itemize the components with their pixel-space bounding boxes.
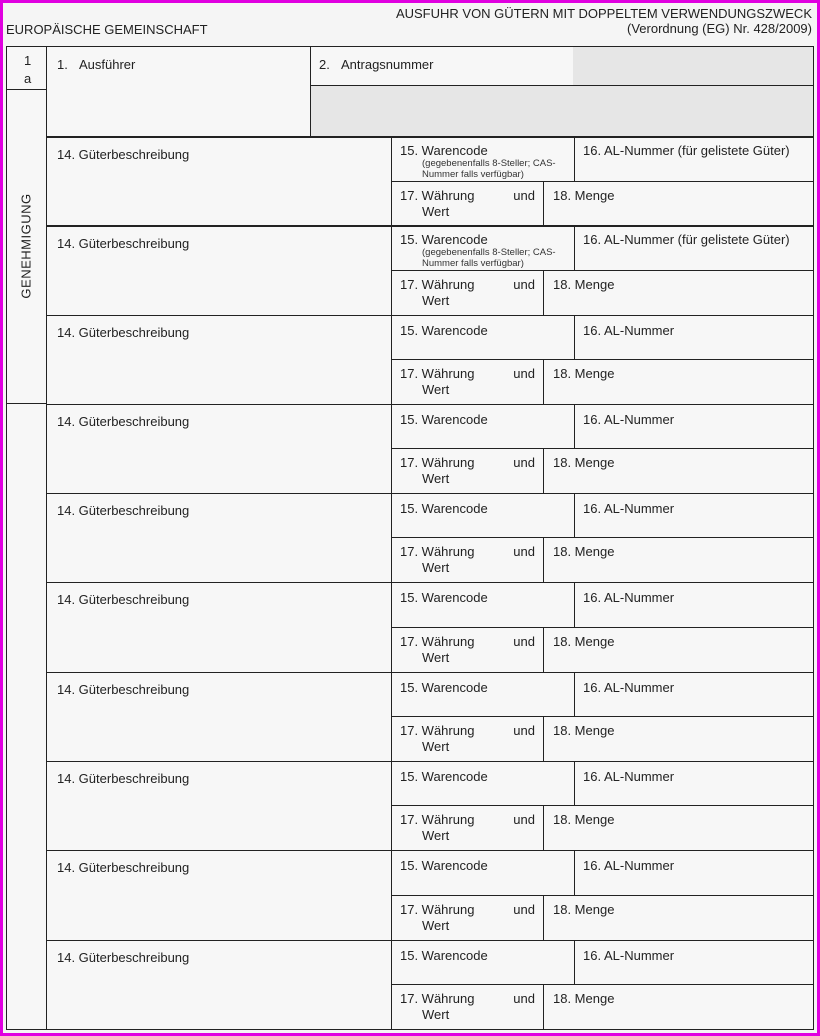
quantity-field[interactable] [543,627,814,673]
currency-value-word: Wert [422,560,450,575]
goods-description-field[interactable] [46,582,392,673]
goods-description-field[interactable] [46,761,392,851]
quantity-label: 18. Menge [553,455,615,470]
commodity-code-note-2: Nummer falls verfügbar) [422,169,524,180]
al-number-field[interactable] [574,493,814,538]
form-title: AUSFUHR VON GÜTERN MIT DOPPELTEM VERWENDUNGSZWECK [395,6,812,21]
commodity-code-label: 15. Warencode [400,769,488,784]
al-number-label: 16. AL-Nummer [583,412,675,427]
commodity-code-label: 15. Warencode [400,858,488,873]
currency-value-word: Wert [422,204,450,219]
al-number-label: 16. AL-Nummer (für gelistete Güter) [583,232,790,247]
exporter-number: 1. [57,57,68,72]
currency-und: und [513,812,535,827]
al-number-field[interactable] [574,761,814,806]
currency-und: und [513,188,535,203]
currency-label: 17. Währung [400,902,475,917]
quantity-field[interactable] [543,895,814,941]
al-number-field[interactable] [574,940,814,985]
commodity-code-note-1: (gegebenenfalls 8-Steller; CAS- [422,247,556,258]
official-use-area [573,46,814,86]
al-number-label: 16. AL-Nummer [583,323,675,338]
al-number-field[interactable] [574,137,814,182]
goods-description-label: 14. Güterbeschreibung [57,592,190,607]
commodity-code-label: 15. Warencode [400,323,488,338]
currency-label: 17. Währung [400,544,475,559]
commodity-code-label: 15. Warencode [400,590,488,605]
currency-value-word: Wert [422,828,450,843]
genehmigung-label: GENEHMIGUNG [18,193,34,299]
currency-value-word: Wert [422,471,450,486]
commodity-code-label: 15. Warencode [400,501,488,516]
al-number-label: 16. AL-Nummer [583,769,675,784]
currency-und: und [513,634,535,649]
al-number-label: 16. AL-Nummer [583,680,675,695]
quantity-field[interactable] [543,359,814,405]
commodity-code-field[interactable] [391,582,575,628]
al-number-label: 16. AL-Nummer [583,501,675,516]
commodity-code-label: 15. Warencode [400,412,488,427]
goods-description-field[interactable] [46,137,392,226]
goods-description-field[interactable] [46,850,392,941]
currency-label: 17. Währung [400,366,475,381]
commodity-code-field[interactable] [391,404,575,449]
quantity-field[interactable] [543,270,814,316]
commodity-code-field[interactable] [391,315,575,360]
al-number-field[interactable] [574,404,814,449]
currency-label: 17. Währung [400,277,475,292]
currency-value-field[interactable] [391,359,544,405]
goods-description-field[interactable] [46,940,392,1030]
al-number-label: 16. AL-Nummer [583,948,675,963]
currency-und: und [513,544,535,559]
currency-label: 17. Währung [400,188,475,203]
quantity-label: 18. Menge [553,634,615,649]
quantity-label: 18. Menge [553,991,615,1006]
currency-value-field[interactable] [391,270,544,316]
currency-label: 17. Währung [400,723,475,738]
goods-description-label: 14. Güterbeschreibung [57,682,190,697]
commodity-code-field[interactable] [391,850,575,896]
goods-description-label: 14. Güterbeschreibung [57,325,190,340]
quantity-field[interactable] [543,984,814,1030]
official-use-area-lower [310,85,814,137]
application-number-label: Antragsnummer [341,57,434,72]
currency-label: 17. Währung [400,812,475,827]
exporter-field[interactable] [46,46,311,137]
al-number-field[interactable] [574,672,814,717]
currency-value-field[interactable] [391,448,544,494]
regulation-reference: (Verordnung (EG) Nr. 428/2009) [627,21,812,36]
quantity-label: 18. Menge [553,544,615,559]
al-number-label: 16. AL-Nummer [583,590,675,605]
goods-description-label: 14. Güterbeschreibung [57,860,190,875]
currency-value-field[interactable] [391,984,544,1030]
currency-value-word: Wert [422,918,450,933]
goods-description-field[interactable] [46,404,392,494]
currency-value-word: Wert [422,293,450,308]
commodity-code-label: 15. Warencode [400,232,488,247]
currency-value-field[interactable] [391,627,544,673]
quantity-field[interactable] [543,448,814,494]
community-label: EUROPÄISCHE GEMEINSCHAFT [6,22,208,37]
commodity-code-field[interactable] [391,761,575,806]
goods-description-field[interactable] [46,226,392,316]
quantity-field[interactable] [543,716,814,762]
currency-value-word: Wert [422,739,450,754]
currency-value-field[interactable] [391,716,544,762]
quantity-field[interactable] [543,805,814,851]
currency-value-field[interactable] [391,537,544,583]
currency-value-field[interactable] [391,805,544,851]
goods-description-field[interactable] [46,672,392,762]
currency-value-field[interactable] [391,181,544,226]
quantity-label: 18. Menge [553,277,615,292]
quantity-label: 18. Menge [553,812,615,827]
currency-label: 17. Währung [400,455,475,470]
quantity-label: 18. Menge [553,902,615,917]
form-header [396,6,812,36]
application-number-field[interactable] [310,46,574,86]
commodity-code-label: 15. Warencode [400,680,488,695]
currency-value-word: Wert [422,382,450,397]
quantity-label: 18. Menge [553,723,615,738]
currency-und: und [513,902,535,917]
goods-description-label: 14. Güterbeschreibung [57,950,190,965]
exporter-label: Ausführer [79,57,136,72]
commodity-code-field[interactable] [391,672,575,717]
quantity-label: 18. Menge [553,188,615,203]
goods-description-label: 14. Güterbeschreibung [57,147,190,162]
al-number-label: 16. AL-Nummer (für gelistete Güter) [583,143,790,158]
goods-description-label: 14. Güterbeschreibung [57,236,190,251]
al-number-label: 16. AL-Nummer [583,858,675,873]
commodity-code-field[interactable] [391,940,575,985]
commodity-code-note-1: (gegebenenfalls 8-Steller; CAS- [422,158,556,169]
goods-description-label: 14. Güterbeschreibung [57,414,190,429]
currency-value-word: Wert [422,1007,450,1022]
goods-description-field[interactable] [46,493,392,583]
goods-description-field[interactable] [46,315,392,405]
quantity-label: 18. Menge [553,366,615,381]
currency-value-word: Wert [422,650,450,665]
goods-description-label: 14. Güterbeschreibung [57,771,190,786]
sidebar-label-box [6,89,47,404]
currency-value-field[interactable] [391,895,544,941]
commodity-code-field[interactable] [391,226,575,271]
al-number-field[interactable] [574,226,814,271]
currency-und: und [513,277,535,292]
currency-und: und [513,455,535,470]
quantity-field[interactable] [543,537,814,583]
al-number-field[interactable] [574,850,814,896]
box-number-top: 1 [24,53,32,68]
commodity-code-note-2: Nummer falls verfügbar) [422,258,524,269]
commodity-code-field[interactable] [391,493,575,538]
currency-und: und [513,366,535,381]
sidebar-empty [6,404,47,1030]
commodity-code-label: 15. Warencode [400,143,488,158]
currency-label: 17. Währung [400,991,475,1006]
box-number-bottom: a [24,71,32,86]
al-number-field[interactable] [574,315,814,360]
box-number [6,46,47,90]
currency-label: 17. Währung [400,634,475,649]
al-number-field[interactable] [574,582,814,628]
commodity-code-label: 15. Warencode [400,948,488,963]
application-number-num: 2. [319,57,330,72]
currency-und: und [513,723,535,738]
goods-description-label: 14. Güterbeschreibung [57,503,190,518]
commodity-code-field[interactable] [391,137,575,182]
currency-und: und [513,991,535,1006]
quantity-field[interactable] [543,181,814,226]
